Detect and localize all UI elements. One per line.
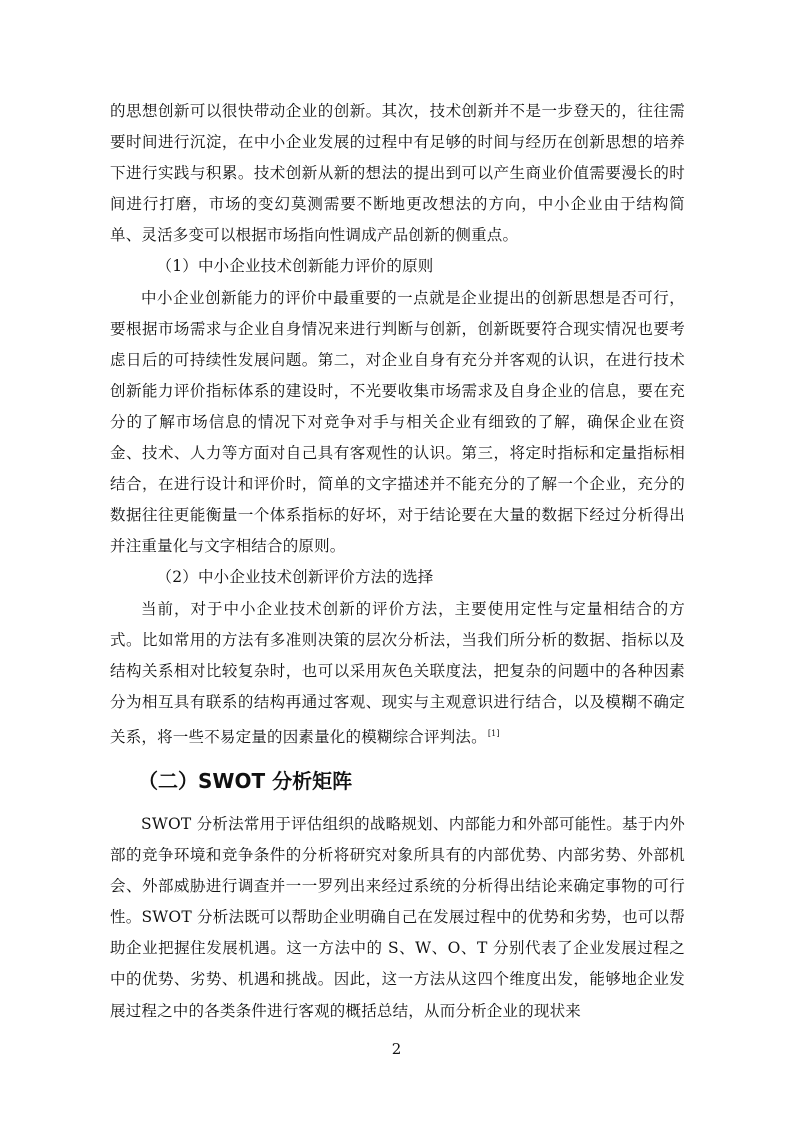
paragraph-4: SWOT 分析法常用于评估组织的战略规划、内部能力和外部可能性。基于内外部的竞争环境和竞争条件的分析将研究对象所具有的内部优势、内部劣势、外部机会、外部威胁进行调查并一一罗列出来经过系统的分析得出结论来确定事物的可行性。SWOT 分析法既可以帮助企业明确自己在发展过程中的优势和劣势，也可以帮助企业把握住发展机遇。这一方法中的 S、W、O、T 分别代表了企业发展过程之中的优势、劣势、机遇和挑战。因此，这一方法从这四个维度出发，能够地企业发展过程之中的各类条件进行客观的概括总结，从而分析企业的现状来: [110, 814, 685, 1020]
paragraph-3-text: 当前，对于中小企业技术创新的评价方法，主要使用定性与定量相结合的方式。比如常用的方法有多准则决策的层次分析法，当我们所分析的数据、指标以及结构关系相对比较复杂时，也可以采用灰色关联度法，把复杂的问题中的各种因素分为相互具有联系的结构再通过客观、现实与主观意识进行结合，以及模糊不确定关系，将一些不易定量的因素量化的模糊综合评判法。: [110, 599, 685, 746]
document-body: [110, 96, 685, 1027]
citation-ref[interactable]: [1]: [487, 728, 500, 738]
paragraph-2: 中小企业创新能力的评价中最重要的一点就是企业提出的创新思想是否可行，要根据市场需求与企业自身情况来进行判断与创新，创新既要符合现实情况也要考虑日后的可持续性发展问题。第二，对企业自身有充分并客观的认识，在进行技术创新能力评价指标体系的建设时，不光要收集市场需求及自身企业的信息，要在充分的了解市场信息的情况下对竞争对手与相关企业有细致的了解，确保企业在资金、技术、人力等方面对自己具有客观性的认识。第三，将定时指标和定量指标相结合，在进行设计和评价时，简单的文字描述并不能充分的了解一个企业，充分的数据往往更能衡量一个体系指标的好坏，对于结论要在大量的数据下经过分析得出并注重量化与文字相结合的原则。: [110, 288, 685, 556]
page-number: 2: [391, 1040, 402, 1058]
paragraph-1: 的思想创新可以很快带动企业的创新。其次，技术创新并不是一步登天的，往往需要时间进行沉淀，在中小企业发展的过程中有足够的时间与经历在创新思想的培养下进行实践与积累。技术创新从新的想法的提出到可以产生商业价值需要漫长的时间进行打磨，市场的变幻莫测需要不断地更改想法的方向，中小企业由于结构简单、灵活多变可以根据市场指向性调成产品创新的侧重点。: [110, 102, 685, 245]
subheading-evaluation-principles: （1）中小企业技术创新能力评价的原则: [156, 257, 434, 276]
paragraph-3: [110, 594, 685, 753]
section-heading-swot: （二）SWOT 分析矩阵: [138, 768, 353, 793]
subheading-evaluation-methods: （2）中小企业技术创新评价方法的选择: [156, 568, 434, 587]
